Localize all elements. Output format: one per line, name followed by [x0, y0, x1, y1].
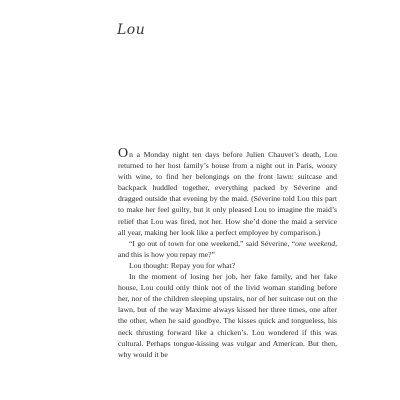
paragraph-1 — [118, 146, 337, 238]
paragraph-2-italic: one weekend — [295, 238, 336, 248]
paragraph-1-text: n a Monday night ten days before Julien Chauvet’s death, Lou returned to her host family’s house from a night out in Paris, woozy with wine, to find her belongings on the front lawn: suitcase and backpack huddled together, everything packed by Séverine and dragged outside that evening by the maid. (Séverine told Lou this part to make her feel guilty, but it only pleased Lou to imagine the maid’s relief that Lou was fired, not her. How she’d done the maid a service all year, making her look like a perfect employee by comparison.) — [118, 150, 337, 237]
chapter-title: Lou — [117, 22, 146, 38]
paragraph-4: In the moment of losing her job, her fake family, and her fake house, Lou could only think not of the livid woman standing before her, nor of the children sleeping upstairs, nor of her suitcase out on the lawn, but of the way Maxime always kissed her three times, one after the other, when he said goodbye. The kisses quick and tongueless, his neck thrusting forward like a chicken’s. Lou wondered if this was cultural. Perhaps tongue-kissing was vulgar and American. But then, why would it be — [118, 272, 337, 359]
paragraph-3: Lou thought: Repay you for what? — [129, 260, 236, 270]
paragraph-2-before: “I go out of town for one weekend,” said Séverine, “ — [129, 238, 296, 248]
drop-cap: O — [118, 146, 129, 161]
body-text — [118, 146, 337, 360]
paragraph-2-after: , and this is how you repay me?” — [118, 238, 337, 259]
paragraph-2 — [118, 238, 337, 260]
